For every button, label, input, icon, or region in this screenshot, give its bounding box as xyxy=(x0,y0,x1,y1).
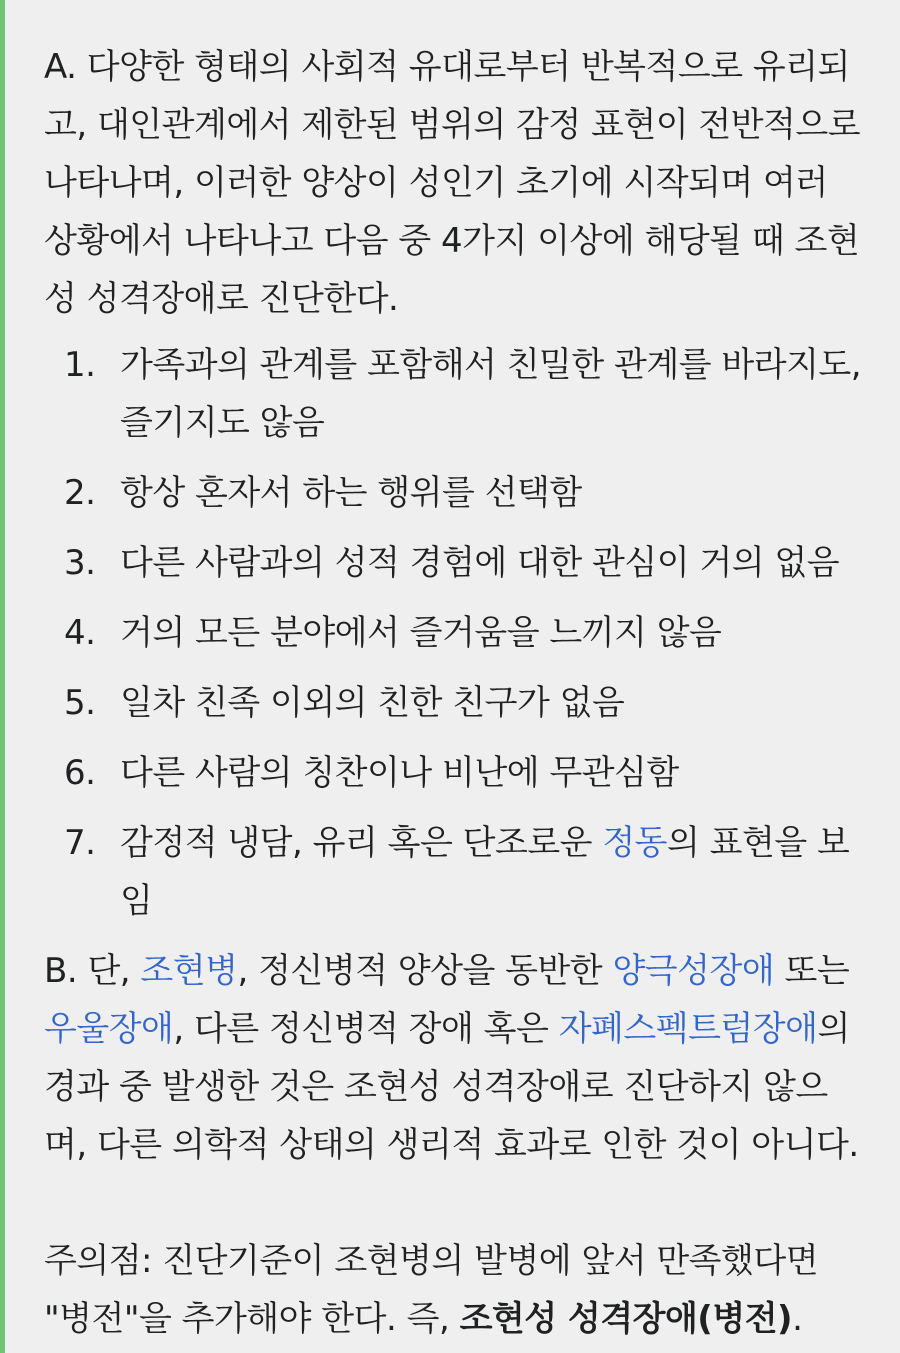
criterion-b-paragraph xyxy=(44,942,866,1174)
criteria-number: 3. xyxy=(64,543,96,583)
note-end: . xyxy=(792,1299,803,1339)
criteria-text: 항상 혼자서 하는 행위를 선택함 xyxy=(120,473,582,513)
link-affect[interactable]: 정동 xyxy=(602,823,668,863)
criteria-number: 7. xyxy=(64,823,96,863)
criterion-b-text: , 다른 정신병적 장애 혹은 xyxy=(173,1009,559,1049)
criteria-number: 4. xyxy=(64,613,96,653)
criteria-number: 5. xyxy=(64,683,96,723)
criteria-text: 거의 모든 분야에서 즐거움을 느끼지 않음 xyxy=(120,613,722,653)
note-bold-diagnosis: 조현성 성격장애(병전) xyxy=(459,1299,793,1339)
criterion-b-text: B. 단, xyxy=(44,951,141,991)
link-depressive-disorder[interactable]: 우울장애 xyxy=(44,1009,174,1049)
diagnostic-criteria-block xyxy=(44,38,866,1348)
quote-left-border xyxy=(0,0,5,1353)
criterion-b-text: 또는 xyxy=(774,951,850,991)
criteria-text: 가족과의 관계를 포함해서 친밀한 관계를 바라지도, 즐기지도 않음 xyxy=(120,345,862,443)
criteria-item-7 xyxy=(44,814,866,930)
link-bipolar-disorder[interactable]: 양극성장애 xyxy=(612,951,775,991)
criteria-text-end: 의 표현을 보임 xyxy=(120,823,850,921)
criteria-item-1 xyxy=(44,336,866,452)
criterion-a-paragraph: A. 다양한 형태의 사회적 유대로부터 반복적으로 유리되고, 대인관계에서 제한된 범위의 감정 표현이 전반적으로 나타나며, 이러한 양상이 성인기 초기에 시작되며 여러 상황에서 나타나고 다음 중 4가지 이상에 해당될 때 조현성 성격장애로 진단한다. xyxy=(44,47,861,319)
note-paragraph xyxy=(44,1232,866,1348)
criteria-item-3 xyxy=(44,534,866,592)
criteria-text: 다른 사람과의 성적 경험에 대한 관심이 거의 없음 xyxy=(120,543,840,583)
criterion-b-text: 의 경과 중 발생한 것은 조현성 성격장애로 진단하지 않으며, 다른 의학적 상태의 생리적 효과로 인한 것이 아니다. xyxy=(44,1009,859,1165)
note-text: 주의점: 진단기준이 조현병의 발병에 앞서 만족했다면 "병전"을 추가해야 한다. 즉, xyxy=(44,1241,819,1339)
criteria-text: 감정적 냉담, 유리 혹은 단조로운 xyxy=(120,823,603,863)
criteria-number: 1. xyxy=(64,345,96,385)
criteria-item-5 xyxy=(44,674,866,732)
criteria-number: 2. xyxy=(64,473,96,513)
criteria-item-6 xyxy=(44,744,866,802)
link-autism-spectrum-disorder[interactable]: 자폐스펙트럼장애 xyxy=(558,1009,818,1049)
criteria-text: 다른 사람의 칭찬이나 비난에 무관심함 xyxy=(120,753,679,793)
criteria-list xyxy=(44,336,866,930)
criteria-item-4 xyxy=(44,604,866,662)
link-schizophrenia[interactable]: 조현병 xyxy=(140,951,238,991)
criteria-item-2 xyxy=(44,464,866,522)
criteria-number: 6. xyxy=(64,753,96,793)
criterion-b-text: , 정신병적 양상을 동반한 xyxy=(237,951,613,991)
criteria-text: 일차 친족 이외의 친한 친구가 없음 xyxy=(120,683,625,723)
